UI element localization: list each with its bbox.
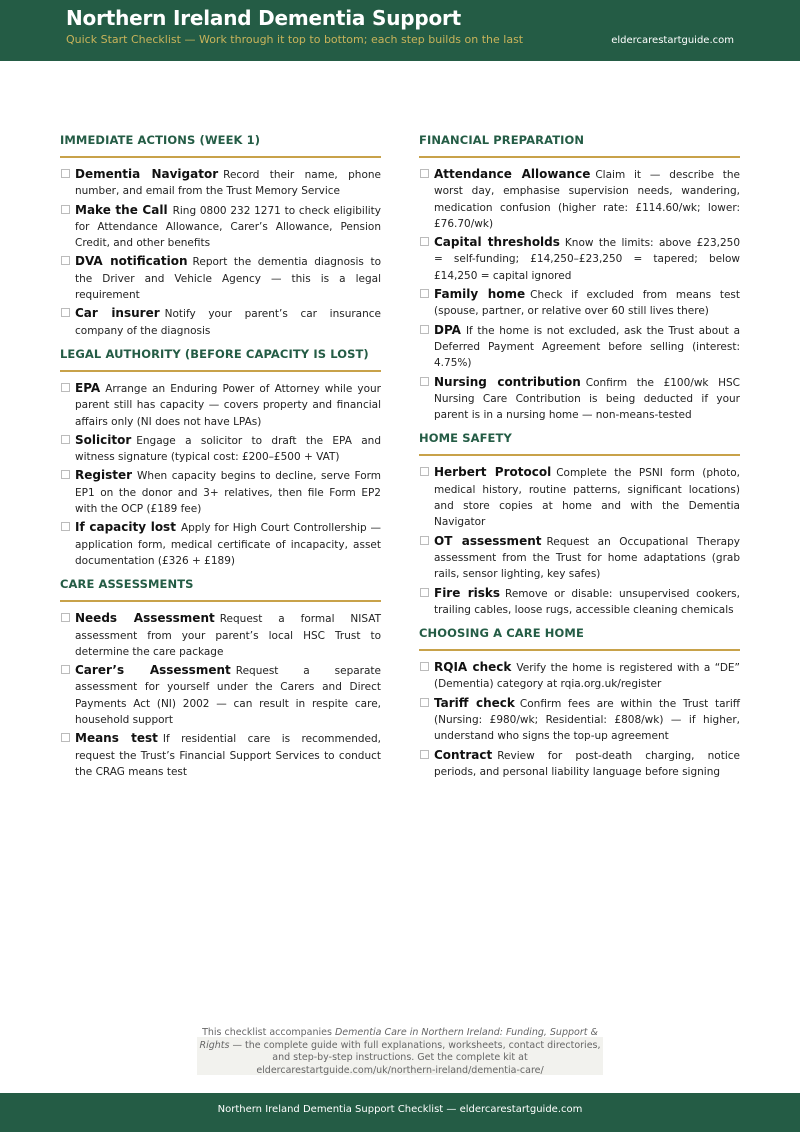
- item-text: Notify your parent’s car insurance company of the diagnosis: [75, 308, 381, 337]
- checkbox[interactable]: [61, 435, 70, 444]
- section-immediate-actions-week-1: [60, 133, 381, 347]
- item-text: Apply for High Court Controllership — application form, medical certificate of incapacity, asset documentation (£326 + £189): [75, 522, 382, 567]
- item-text: Know the limits: above £23,250 = self-funding; £14,250–£23,250 = tapered; below £14,250 = capital ignored: [434, 237, 741, 282]
- checklist-item-register: [60, 467, 381, 517]
- item-text: Ring 0800 232 1271 to check eligibility for Attendance Allowance, Carer’s Allowance, Pension Credit, and other benefits: [75, 204, 382, 250]
- checklist-item-dpa: [419, 322, 740, 372]
- checkbox[interactable]: [61, 733, 70, 742]
- checklist-item-family-home: [419, 286, 740, 320]
- item-label: Make the Call: [75, 202, 168, 217]
- item-label: Attendance Allowance: [434, 167, 591, 181]
- checkbox[interactable]: [420, 536, 429, 545]
- note-suffix[interactable]: — the complete guide with full explanations, worksheets, contact directories, and step-by-step instructions. Get the complete kit at eldercarestartguide.com/uk/northern-ireland/dementia-care/: [229, 1039, 601, 1076]
- item-label: OT assessment: [434, 533, 542, 548]
- item-label: Car insurer: [75, 306, 160, 321]
- checklist-item-if-capacity-lost: [60, 519, 381, 569]
- checkbox[interactable]: [420, 467, 429, 476]
- section-home-safety: [419, 431, 740, 626]
- checkbox[interactable]: [420, 377, 429, 386]
- item-label: Means test: [75, 731, 158, 746]
- checklist-item-needs-assessment: [60, 610, 381, 660]
- checkbox[interactable]: [420, 169, 429, 178]
- book-title: Dementia Care in Northern Ireland: Funding, Support & Rights: [199, 1027, 598, 1051]
- item-label: DPA: [434, 322, 461, 337]
- checkbox[interactable]: [61, 383, 70, 392]
- checklist-item-rqia-check: [419, 659, 740, 693]
- section-financial-preparation: [419, 133, 740, 431]
- checkbox[interactable]: [420, 750, 429, 759]
- item-text: Request a separate assessment for yourself under the Carers and Direct Payments Act (NI) 2002 — can result in respite care, household support: [75, 665, 381, 727]
- note-prefix: This checklist accompanies: [202, 1027, 335, 1038]
- checkbox[interactable]: [420, 325, 429, 334]
- checklist-item-dementia-navigator: [60, 166, 381, 200]
- footer-text: Northern Ireland Dementia Support Checklist — eldercarestartguide.com: [217, 1104, 583, 1115]
- item-text: Claim it — describe the worst day, emphasise supervision needs, wandering, medication confusion (higher rate: £114.60/wk; lower: £76.70/wk): [434, 169, 740, 230]
- item-text: If residential care is recommended, request the Trust’s Financial Support Services to conduct the CRAG means test: [75, 733, 382, 778]
- checklist-item-contract: [419, 747, 740, 781]
- checklist-item-herbert-protocol: [419, 464, 740, 530]
- item-text: Request a formal NISAT assessment from your parent’s local HSC Trust to determine the care package: [75, 613, 381, 658]
- checkbox[interactable]: [420, 237, 429, 246]
- item-text: Confirm fees are within the Trust tariff (Nursing: £980/wk; Residential: £808/wk) — if higher, understand who signs the top-up agreement: [434, 697, 740, 743]
- note-text: [197, 1027, 603, 1077]
- item-text: Check if excluded from means test (spouse, partner, or relative over 60 still lives there): [434, 289, 740, 318]
- checkbox[interactable]: [61, 205, 70, 214]
- left-column: [60, 133, 381, 788]
- checkbox[interactable]: [61, 256, 70, 265]
- item-text: Confirm the £100/wk HSC Nursing Care Contribution is being deducted if your parent is in a nursing home — non-means-tested: [434, 376, 740, 422]
- checklist-item-capital-thresholds: [419, 234, 740, 284]
- checklist-item-ot-assessment: [419, 533, 740, 583]
- item-label: Nursing contribution: [434, 374, 581, 389]
- section-choosing-a-care-home: [419, 626, 740, 788]
- accompanying-note: [197, 1027, 603, 1075]
- item-text: Engage a solicitor to draft the EPA and witness signature (typical cost: £200–£500 + VAT): [75, 434, 381, 464]
- footer-banner: [0, 1093, 800, 1132]
- item-label: Dementia Navigator: [75, 167, 219, 181]
- item-label: Capital thresholds: [434, 235, 560, 250]
- checkbox[interactable]: [420, 698, 429, 707]
- item-label: Family home: [434, 287, 526, 302]
- item-text: Request an Occupational Therapy assessment from the Trust for home adaptations (grab rails, sensor lighting, key safes): [434, 535, 740, 581]
- checklist-item-carer-s-assessment: [60, 662, 381, 728]
- section-title: CHOOSING A CARE HOME: [419, 626, 740, 651]
- item-label: Fire risks: [434, 585, 501, 600]
- item-label: DVA notification: [75, 254, 188, 269]
- checkbox[interactable]: [61, 665, 70, 674]
- item-text: If the home is not excluded, ask the Trust about a Deferred Payment Agreement before selling (interest: 4.75%): [434, 324, 740, 370]
- item-label: Contract: [434, 747, 493, 762]
- section-care-assessments: [60, 577, 381, 788]
- item-text: When capacity begins to decline, serve Form EP1 on the donor and 3+ relatives, then file Form EP2 with the OCP (£189 fee): [75, 470, 381, 516]
- section-title: FINANCIAL PREPARATION: [419, 133, 740, 158]
- checklist-item-nursing-contribution: [419, 374, 740, 424]
- checklist-item-means-test: [60, 730, 381, 780]
- item-text: Report the dementia diagnosis to the Driver and Vehicle Agency — this is a legal requirement: [75, 256, 381, 302]
- item-text: Review for post-death charging, notice periods, and personal liability language before signing: [434, 749, 740, 778]
- checkbox[interactable]: [420, 662, 429, 671]
- header-banner: [0, 0, 800, 61]
- item-label: Herbert Protocol: [434, 465, 552, 480]
- item-label: Solicitor: [75, 432, 132, 447]
- item-text: Complete the PSNI form (photo, medical history, routine patterns, significant locations) and store copies at home and with the Dementia Navigator: [434, 467, 740, 529]
- item-label: Register: [75, 468, 133, 483]
- checklist-item-solicitor: [60, 432, 381, 466]
- item-text: Record their name, phone number, and email from the Trust Memory Service: [75, 169, 381, 198]
- checklist-item-attendance-allowance: [419, 166, 740, 232]
- section-title: HOME SAFETY: [419, 431, 740, 456]
- checkbox[interactable]: [61, 169, 70, 178]
- section-legal-authority-before-capacity-is-lost: [60, 347, 381, 577]
- checkbox[interactable]: [420, 588, 429, 597]
- item-label: If capacity lost: [75, 520, 176, 535]
- checkbox[interactable]: [61, 470, 70, 479]
- section-title: IMMEDIATE ACTIONS (WEEK 1): [60, 133, 381, 158]
- item-text: Arrange an Enduring Power of Attorney while your parent still has capacity — covers property and financial affairs only (NI does not have LPAs): [75, 382, 381, 428]
- item-label: Tariff check: [434, 695, 515, 710]
- checklist-item-make-the-call: [60, 202, 381, 252]
- page-subtitle: Quick Start Checklist — Work through it top to bottom; each step builds on the last: [66, 33, 524, 46]
- item-label: RQIA check: [434, 660, 512, 675]
- checkbox[interactable]: [61, 522, 70, 531]
- right-column: [419, 133, 740, 788]
- item-label: Carer’s Assessment: [75, 663, 231, 678]
- checklist-item-car-insurer: [60, 305, 381, 339]
- item-label: Needs Assessment: [75, 611, 215, 626]
- checklist-item-tariff-check: [419, 695, 740, 745]
- checkbox[interactable]: [61, 613, 70, 622]
- item-label: EPA: [75, 380, 101, 395]
- section-title: CARE ASSESSMENTS: [60, 577, 381, 602]
- item-text: Remove or disable: unsupervised cookers, trailing cables, loose rugs, accessible cleaning chemicals: [434, 587, 740, 616]
- checkbox[interactable]: [61, 308, 70, 317]
- section-title: LEGAL AUTHORITY (BEFORE CAPACITY IS LOST): [60, 347, 381, 372]
- item-text: Verify the home is registered with a “DE” (Dementia) category at rqia.org.uk/register: [434, 662, 740, 691]
- checklist-item-dva-notification: [60, 253, 381, 303]
- checklist-item-fire-risks: [419, 585, 740, 619]
- checklist-item-epa: [60, 380, 381, 430]
- page-title: Northern Ireland Dementia Support: [66, 6, 462, 30]
- checkbox[interactable]: [420, 289, 429, 298]
- site-link[interactable]: eldercarestartguide.com: [611, 35, 734, 46]
